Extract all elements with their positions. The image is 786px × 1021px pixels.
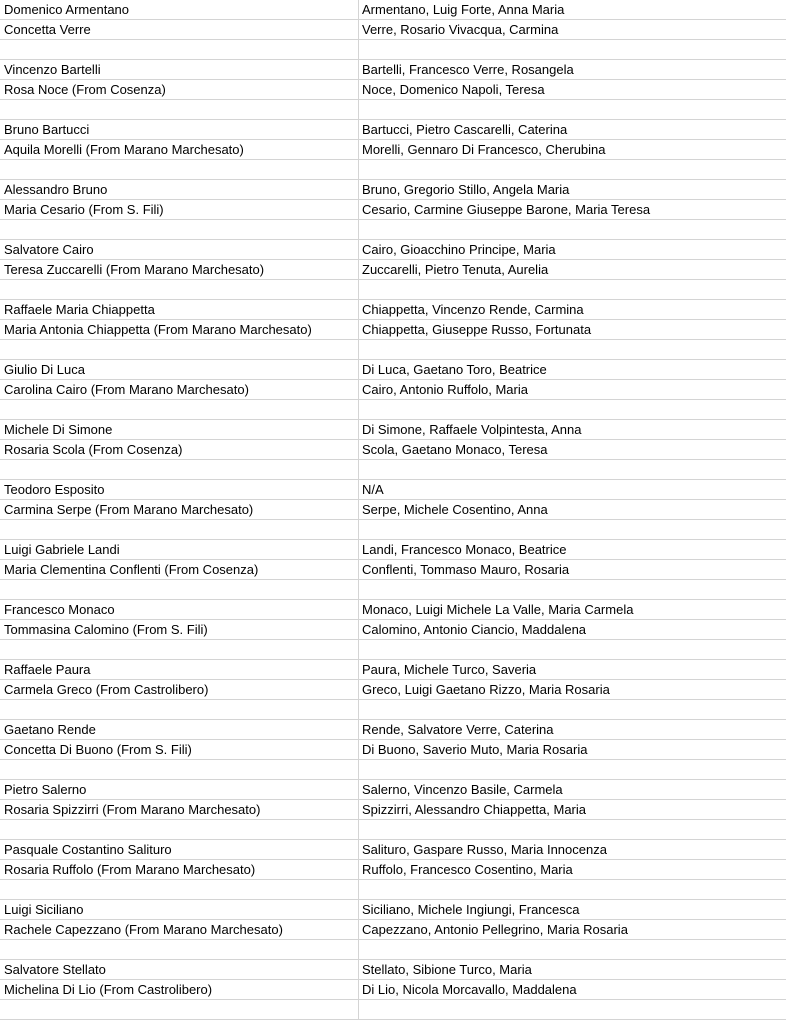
cell-parents[interactable]: Noce, Domenico Napoli, Teresa (362, 82, 545, 97)
cell-parents[interactable] (359, 760, 786, 779)
cell-parents[interactable]: Armentano, Luig Forte, Anna Maria (362, 2, 565, 17)
table-row (0, 960, 786, 980)
table-row (0, 200, 786, 220)
cell-name[interactable]: Bruno Bartucci (0, 120, 359, 139)
cell-parents[interactable] (359, 100, 786, 119)
table-row (0, 680, 786, 700)
table-row (0, 560, 786, 580)
cell-parents[interactable]: Di Luca, Gaetano Toro, Beatrice (362, 362, 547, 377)
cell-parents[interactable]: Di Buono, Saverio Muto, Maria Rosaria (362, 742, 588, 757)
cell-parents[interactable]: Scola, Gaetano Monaco, Teresa (362, 442, 548, 457)
cell-parents[interactable] (359, 520, 786, 539)
cell-name[interactable]: Rosaria Scola (From Cosenza) (0, 440, 359, 459)
table-row (0, 240, 786, 260)
table-row (0, 900, 786, 920)
cell-name[interactable]: Maria Cesario (From S. Fili) (0, 200, 359, 219)
table-row (0, 620, 786, 640)
cell-parents[interactable]: Rende, Salvatore Verre, Caterina (362, 722, 554, 737)
cell-name[interactable] (0, 220, 359, 239)
cell-name[interactable]: Aquila Morelli (From Marano Marchesato) (0, 140, 359, 159)
table-row (0, 920, 786, 940)
table-row (0, 820, 786, 840)
cell-parents[interactable]: N/A (362, 482, 384, 497)
table-row (0, 0, 786, 20)
table-row (0, 280, 786, 300)
table-row (0, 840, 786, 860)
cell-parents[interactable] (359, 40, 786, 59)
cell-name[interactable]: Alessandro Bruno (0, 180, 359, 199)
table-row (0, 60, 786, 80)
table-row (0, 380, 786, 400)
cell-name[interactable] (0, 280, 359, 299)
cell-parents[interactable]: Calomino, Antonio Ciancio, Maddalena (362, 622, 587, 637)
cell-name[interactable] (0, 580, 359, 599)
cell-name[interactable]: Domenico Armentano (0, 0, 359, 19)
table-row (0, 700, 786, 720)
cell-parents[interactable]: Capezzano, Antonio Pellegrino, Maria Rosaria (362, 922, 628, 937)
cell-parents[interactable]: Verre, Rosario Vivacqua, Carmina (362, 22, 559, 37)
table-row (0, 20, 786, 40)
cell-parents[interactable]: Greco, Luigi Gaetano Rizzo, Maria Rosaria (362, 682, 610, 697)
cell-name[interactable] (0, 400, 359, 419)
table-row (0, 460, 786, 480)
cell-name[interactable]: Concetta Verre (0, 20, 359, 39)
cell-name[interactable]: Carolina Cairo (From Marano Marchesato) (0, 380, 359, 399)
table-row (0, 480, 786, 500)
cell-name[interactable] (0, 1000, 359, 1019)
cell-parents[interactable]: Conflenti, Tommaso Mauro, Rosaria (362, 562, 570, 577)
cell-name[interactable]: Vincenzo Bartelli (0, 60, 359, 79)
table-row (0, 400, 786, 420)
cell-parents[interactable]: Spizzirri, Alessandro Chiappetta, Maria (362, 802, 586, 817)
cell-name[interactable] (0, 520, 359, 539)
cell-parents[interactable] (359, 160, 786, 179)
cell-name[interactable]: Maria Antonia Chiappetta (From Marano Marchesato) (0, 320, 359, 339)
table-row (0, 580, 786, 600)
table-row (0, 660, 786, 680)
table-row (0, 40, 786, 60)
table-row (0, 720, 786, 740)
cell-parents[interactable] (359, 1000, 786, 1019)
cell-parents[interactable]: Chiappetta, Giuseppe Russo, Fortunata (362, 322, 592, 337)
cell-name[interactable]: Luigi Siciliano (0, 900, 359, 919)
table-row (0, 780, 786, 800)
cell-parents[interactable]: Siciliano, Michele Ingiungi, Francesca (362, 902, 580, 917)
cell-name[interactable]: Michelina Di Lio (From Castrolibero) (0, 980, 359, 999)
table-row (0, 140, 786, 160)
cell-name[interactable]: Raffaele Maria Chiappetta (0, 300, 359, 319)
table-row (0, 320, 786, 340)
cell-name[interactable]: Rosaria Ruffolo (From Marano Marchesato) (0, 860, 359, 879)
cell-name[interactable] (0, 760, 359, 779)
cell-parents[interactable]: Chiappetta, Vincenzo Rende, Carmina (362, 302, 584, 317)
table-row (0, 800, 786, 820)
cell-parents[interactable]: Salerno, Vincenzo Basile, Carmela (362, 782, 563, 797)
table-row (0, 640, 786, 660)
cell-name[interactable]: Rosa Noce (From Cosenza) (0, 80, 359, 99)
cell-parents[interactable]: Ruffolo, Francesco Cosentino, Maria (362, 862, 573, 877)
cell-parents[interactable] (359, 580, 786, 599)
cell-name[interactable]: Concetta Di Buono (From S. Fili) (0, 740, 359, 759)
cell-name[interactable] (0, 880, 359, 899)
cell-parents[interactable]: Di Simone, Raffaele Volpintesta, Anna (362, 422, 582, 437)
cell-name[interactable]: Pasquale Costantino Salituro (0, 840, 359, 859)
table-row (0, 360, 786, 380)
cell-name[interactable]: Giulio Di Luca (0, 360, 359, 379)
cell-name[interactable]: Teodoro Esposito (0, 480, 359, 499)
cell-parents[interactable]: Cairo, Antonio Ruffolo, Maria (362, 382, 528, 397)
table-row (0, 80, 786, 100)
table-row (0, 880, 786, 900)
cell-parents[interactable]: Monaco, Luigi Michele La Valle, Maria Carmela (362, 602, 634, 617)
cell-name[interactable] (0, 640, 359, 659)
cell-name[interactable]: Carmela Greco (From Castrolibero) (0, 680, 359, 699)
cell-parents[interactable]: Bartucci, Pietro Cascarelli, Caterina (362, 122, 568, 137)
cell-parents[interactable]: Serpe, Michele Cosentino, Anna (362, 502, 548, 517)
cell-name[interactable]: Teresa Zuccarelli (From Marano Marchesato) (0, 260, 359, 279)
table-row (0, 120, 786, 140)
cell-name[interactable]: Maria Clementina Conflenti (From Cosenza) (0, 560, 359, 579)
cell-name[interactable] (0, 460, 359, 479)
cell-name[interactable]: Carmina Serpe (From Marano Marchesato) (0, 500, 359, 519)
cell-name[interactable]: Francesco Monaco (0, 600, 359, 619)
table-row (0, 520, 786, 540)
cell-parents[interactable]: Bartelli, Francesco Verre, Rosangela (362, 62, 574, 77)
table-row (0, 180, 786, 200)
cell-name[interactable]: Raffaele Paura (0, 660, 359, 679)
cell-name[interactable] (0, 340, 359, 359)
table-row (0, 100, 786, 120)
cell-parents[interactable]: Morelli, Gennaro Di Francesco, Cherubina (362, 142, 606, 157)
cell-name[interactable]: Salvatore Stellato (0, 960, 359, 979)
cell-name[interactable]: Rosaria Spizzirri (From Marano Marchesato) (0, 800, 359, 819)
table-row (0, 760, 786, 780)
cell-parents[interactable] (359, 700, 786, 719)
cell-parents[interactable]: Paura, Michele Turco, Saveria (362, 662, 537, 677)
table-row (0, 300, 786, 320)
table-row (0, 500, 786, 520)
cell-parents[interactable] (359, 820, 786, 839)
cell-parents[interactable]: Di Lio, Nicola Morcavallo, Maddalena (362, 982, 577, 997)
cell-parents[interactable] (359, 460, 786, 479)
cell-parents[interactable] (359, 220, 786, 239)
cell-parents[interactable]: Landi, Francesco Monaco, Beatrice (362, 542, 567, 557)
table-row (0, 940, 786, 960)
cell-name[interactable] (0, 100, 359, 119)
cell-parents[interactable] (359, 340, 786, 359)
cell-parents[interactable] (359, 940, 786, 959)
cell-parents[interactable]: Zuccarelli, Pietro Tenuta, Aurelia (362, 262, 549, 277)
cell-parents[interactable]: Salituro, Gaspare Russo, Maria Innocenza (362, 842, 607, 857)
cell-name[interactable]: Tommasina Calomino (From S. Fili) (0, 620, 359, 639)
cell-name[interactable] (0, 40, 359, 59)
cell-name[interactable] (0, 700, 359, 719)
cell-parents[interactable]: Cairo, Gioacchino Principe, Maria (362, 242, 556, 257)
table-row (0, 1000, 786, 1020)
table-row (0, 860, 786, 880)
table-row (0, 260, 786, 280)
table-row (0, 420, 786, 440)
cell-parents[interactable] (359, 640, 786, 659)
cell-parents[interactable]: Stellato, Sibione Turco, Maria (362, 962, 532, 977)
table-row (0, 440, 786, 460)
cell-parents[interactable]: Cesario, Carmine Giuseppe Barone, Maria Teresa (362, 202, 651, 217)
cell-parents[interactable] (359, 280, 786, 299)
cell-name[interactable]: Salvatore Cairo (0, 240, 359, 259)
cell-parents[interactable] (359, 400, 786, 419)
table-row (0, 540, 786, 560)
cell-name[interactable]: Michele Di Simone (0, 420, 359, 439)
table-row (0, 220, 786, 240)
cell-name[interactable]: Rachele Capezzano (From Marano Marchesato) (0, 920, 359, 939)
table-row (0, 600, 786, 620)
cell-name[interactable] (0, 820, 359, 839)
cell-name[interactable]: Luigi Gabriele Landi (0, 540, 359, 559)
table-row (0, 340, 786, 360)
cell-parents[interactable]: Bruno, Gregorio Stillo, Angela Maria (362, 182, 570, 197)
cell-parents[interactable] (359, 880, 786, 899)
cell-name[interactable] (0, 940, 359, 959)
table-row (0, 160, 786, 180)
cell-name[interactable] (0, 160, 359, 179)
cell-name[interactable]: Pietro Salerno (0, 780, 359, 799)
cell-name[interactable]: Gaetano Rende (0, 720, 359, 739)
table-row (0, 980, 786, 1000)
table-row (0, 740, 786, 760)
